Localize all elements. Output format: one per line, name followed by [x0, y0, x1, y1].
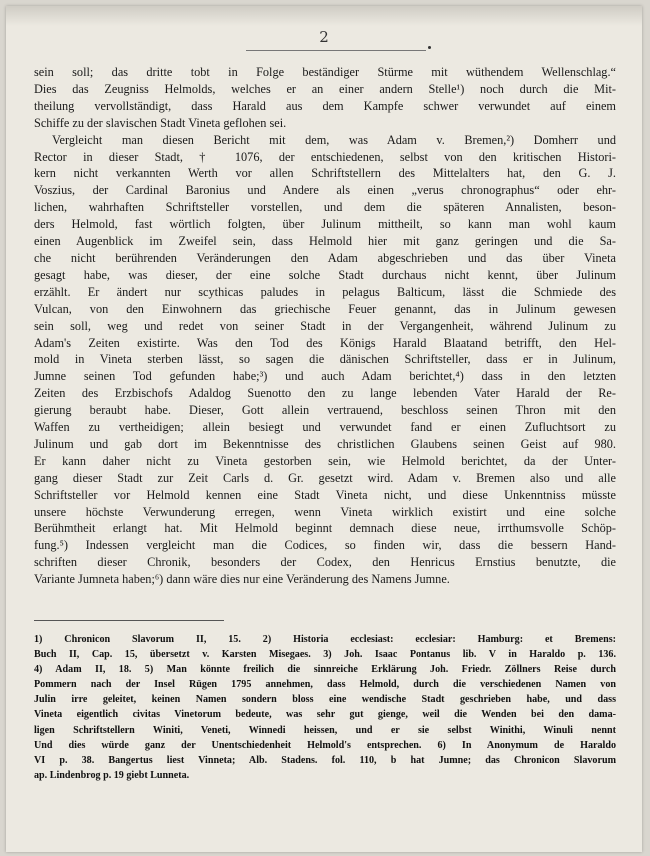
text-line: gang dieser Stadt zur Zeit Carls d. Gr. gesetzt wird. Adam v. Bremen also und alle [34, 470, 616, 485]
footnote-line: Vineta eigentlich civitas Vinetorum bedeute, was sehr gut gienge, weil die Wenden bei den dama- [34, 709, 616, 721]
footnote-line: 4) Adam II, 18. 5) Man könnte freilich die sinnreiche Erklärung Joh. Friedr. Zöllners Reise durch [34, 664, 616, 676]
text-line: Vulcan, von den Einwohnern das griechische Feuer genannt, das in Julinum gewesen [34, 301, 616, 316]
text-line: Jumne seinen Tod gefunden habe;³) und auch Adam berichtet,⁴) dass in den letzten [34, 369, 616, 384]
text-line: Berühmtheit erlangt hat. Mit Helmold beginnt demnach diese neue, irrthumsvolle Schöp- [34, 521, 616, 536]
text-line: ders Helmold, fast wörtlich folgten, über Julinum mittheilt, so kann man wohl kaum [34, 217, 616, 232]
text-line: unsere höchste Verwunderung erregen, wenn Vineta wirklich existirt und eine solche [34, 504, 616, 519]
text-line: Schiffe zu der slavischen Stadt Vineta geflohen sei. [34, 115, 287, 130]
text-line: che nicht berührenden Veränderungen den Adam abgeschrieben und das über Vineta [34, 250, 616, 265]
text-line: sein soll; das dritte tobt in Folge beständiger Stürme mit wüthendem Wellenschlag.“ [34, 65, 616, 79]
text-line: theilung vervollständigt, dass Harald aus dem Kampfe schwer verwundet auf einem [34, 98, 616, 113]
body-text [34, 64, 616, 588]
footnote-line: Julin irre geleitet, keinen Namen sondern bloss eine wendische Stadt geschrieben habe, und dass [34, 694, 616, 706]
footnote-line: Pommern nach der Insel Rügen 1795 annehmen, dass Helmold, durch die verschiedenen Namen von [34, 679, 616, 691]
text-line: Voszius, der Cardinal Baronius und Andere als einen „verus chronographus“ oder ehr- [34, 183, 616, 198]
ink-speck [428, 46, 431, 49]
footnote-line: Und dies würde ganz der Unentschiedenheit Helmold's entsprechen. 6) In Anonymum de Haraldo [34, 739, 616, 751]
text-line: gesagt habe, was dieser, der eine solche Stadt durchaus nicht kennt, über Julinum [34, 267, 616, 282]
text-line: Zeiten des Erzbischofs Adaldog Suenotto den zu lange lebenden Vater Harald der Re- [34, 386, 616, 401]
text-line: Waffen zu vertheidigen; allein besiegt und verwundet fand er einen Zufluchtsort zu [34, 420, 616, 435]
text-line: sein soll, weg und redet von seiner Stadt in der Vergangenheit, während Julinum zu [34, 318, 616, 333]
text-line: kern nicht verkannten Werth vor allen Schriftstellern des Mittelalters hat, den G. J. [34, 166, 616, 181]
text-line: erzählt. Er ändert nur scythicas paludes in pelagus Balticum, lässt die Schmiede des [34, 284, 616, 299]
footnote-line: 1) Chronicon Slavorum II, 15. 2) Historia ecclesiast: ecclesiar: Hamburg: et Bremens: [34, 634, 616, 645]
text-line: mold in Vineta sterben lässt, so sagen die dänischen Schriftsteller, dass er in Julinum, [34, 352, 616, 367]
footnote-line: VI p. 38. Bangertus liest Vinneta; Alb. Stadens. fol. 110, b hat Jumne; das Chronicon Slavorum [34, 754, 616, 766]
text-line: Schriftsteller vor Helmold kennen eine Stadt Vineta nicht, und diese Unkenntniss müsste [34, 487, 616, 502]
page-number: 2 [319, 28, 329, 46]
text-line: Julinum und gab dort im Bekenntnisse des christlichen Glaubens seinen Geist auf 980. [34, 436, 616, 451]
text-line: fung.⁵) Indessen vergleicht man die Codices, so finden wir, dass die bessern Hand- [34, 538, 616, 553]
text-line: Vergleicht man diesen Bericht mit dem, was Adam v. Bremen,²) Domherr und [52, 132, 616, 147]
footnote-line: ligen Schriftstellern Winiti, Veneti, Winnedi heissen, und er sie selbst Winithi, Winuli nennt [34, 724, 616, 736]
text-line: einen Augenblick im Zweifel sein, dass Helmold hier mit ganz geringen und die Sa- [34, 234, 616, 249]
text-line: lichen, wahrhaften Schriftsteller vorstellen, und dem die späteren Annalisten, beson- [34, 200, 616, 215]
text-line: Rector in dieser Stadt, † 1076, der entschiedenen, selbst von den kritischen Histori- [34, 149, 616, 164]
text-line: gierung beraubt habe. Dieser, Gott allein vertrauend, beschloss seinen Thron mit den [34, 403, 616, 418]
text-line: Er kann daher nicht zu Vineta gestorben sein, wie Helmold berichtet, da der Unter- [34, 453, 616, 468]
footnotes [34, 632, 616, 783]
text-line: Dies das Zeugniss Helmolds, welches er an einer andern Stelle¹) noch durch die Mit- [34, 81, 616, 96]
text-line: Adam's Zeiten existirte. Was den Tod des Königs Harald Blaatand betrifft, den Hel- [34, 335, 616, 350]
text-line: schriften dieser Chronik, besonders der Codex, den Henricus Ernstius benutzte, die [34, 555, 616, 570]
footnote-line: ap. Lindenbrog p. 19 giebt Lunneta. [34, 769, 190, 781]
scan-shadow [6, 6, 642, 26]
footnote-line: Buch II, Cap. 15, übersetzt v. Karsten Misegaes. 3) Joh. Isaac Pontanus lib. V in Haraldo p. 136. [34, 649, 616, 661]
header-rule [246, 50, 426, 51]
book-page [6, 6, 642, 852]
footnote-rule [34, 620, 224, 621]
text-line: Variante Jumneta haben;⁶) dann wäre dies nur eine Veränderung des Namens Jumne. [34, 572, 450, 587]
